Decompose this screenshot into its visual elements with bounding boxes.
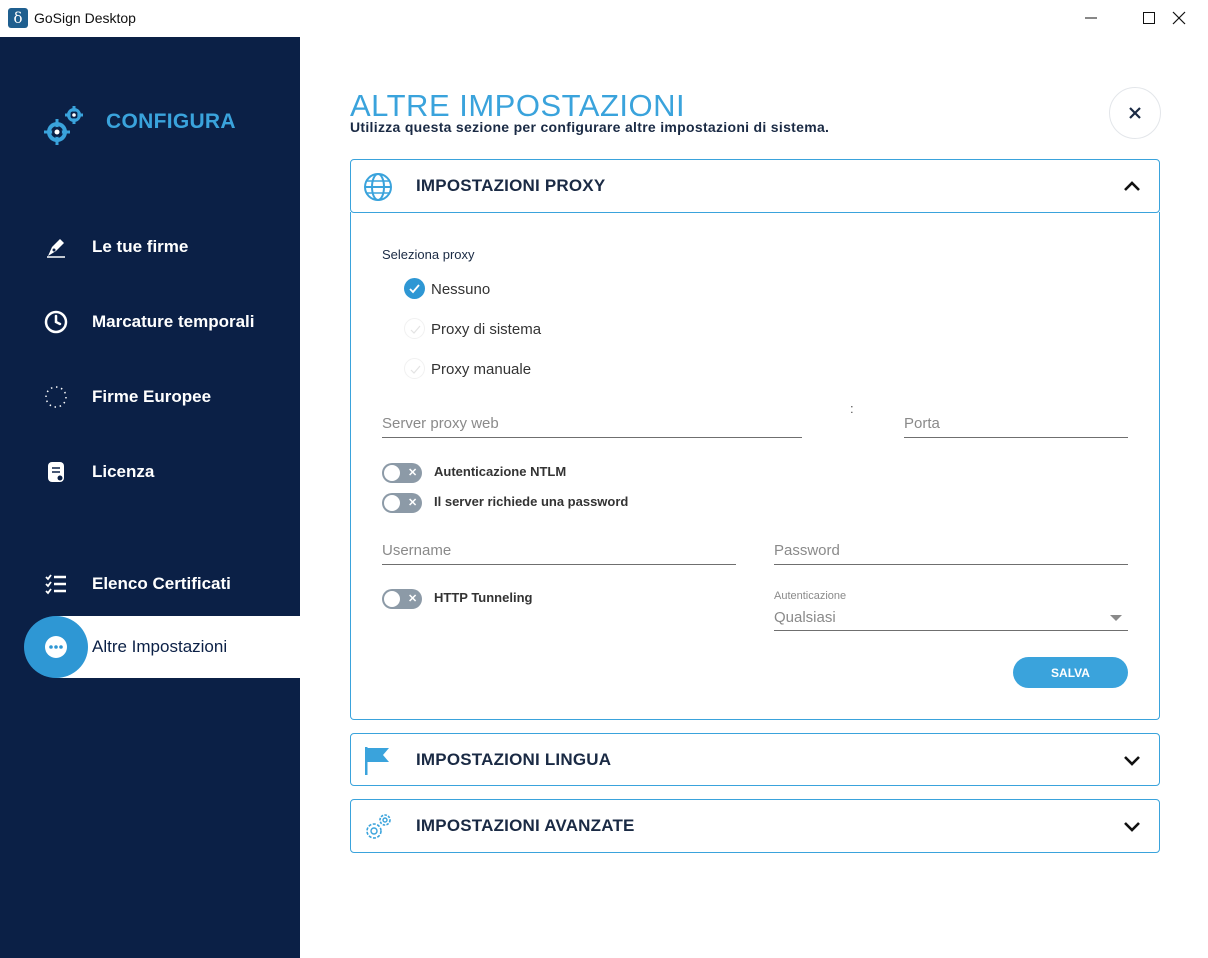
sidebar-item-label: Licenza [92,462,155,481]
gears-icon [40,103,86,149]
page-subtitle: Utilizza questa sezione per configurare altre impostazioni di sistema. [350,119,830,135]
globe-icon [363,172,393,202]
authentication-select[interactable] [774,606,1128,631]
more-icon [44,635,68,659]
check-icon [405,359,426,380]
title-bar [0,0,1208,37]
host-port-separator: : [850,401,854,416]
proxy-panel-title: IMPOSTAZIONI PROXY [416,176,606,195]
radio-proxy-manuale-label: Proxy manuale [431,361,532,378]
window-title: GoSign Desktop [34,10,136,26]
page-title: ALTRE IMPOSTAZIONI [350,88,686,123]
toggle-knob [384,591,400,607]
language-panel-header[interactable] [350,733,1160,786]
save-button[interactable]: SALVA [1013,657,1128,688]
flag-icon [363,746,393,776]
dropdown-arrow-icon [1110,615,1122,621]
advanced-panel-title: IMPOSTAZIONI AVANZATE [416,816,635,835]
window-close-button[interactable] [1150,0,1208,37]
sidebar-item-firme-europee[interactable] [0,366,300,428]
select-proxy-label: Seleziona proxy [382,247,475,262]
username-field[interactable] [382,537,736,565]
minimize-button[interactable] [1062,0,1120,37]
server-proxy-field[interactable] [382,410,802,438]
port-input[interactable] [904,410,1128,436]
sidebar-item-le-tue-firme[interactable] [0,216,300,278]
advanced-panel-header[interactable] [350,799,1160,853]
server-proxy-input[interactable] [382,410,802,436]
http-tunneling-toggle[interactable] [382,589,422,609]
radio-nessuno-label: Nessuno [431,281,491,298]
license-icon [44,460,68,484]
password-input[interactable] [774,537,1128,563]
sidebar-brand-title: CONFIGURA [106,110,236,133]
minimize-icon [1084,11,1098,25]
proxy-panel-header[interactable] [350,159,1160,213]
clock-icon [44,310,68,334]
active-item-indicator [24,616,88,678]
sidebar-item-marcature-temporali[interactable] [0,291,300,353]
username-input[interactable] [382,537,736,563]
sidebar-item-elenco-certificati[interactable] [0,553,300,615]
http-tunneling-toggle-label: HTTP Tunneling [434,590,533,605]
check-icon [405,319,426,340]
radio-proxy-di-sistema-label: Proxy di sistema [431,321,542,338]
close-icon [1129,107,1141,119]
sidebar-item-label: Firme Europee [92,387,212,406]
chevron-up-icon [1123,180,1141,192]
window-close-icon [1172,11,1186,25]
sidebar-item-label: Marcature temporali [92,312,255,331]
authentication-label: Autenticazione [774,590,847,602]
check-icon [404,278,425,299]
gears-outline-icon [363,812,393,842]
chevron-down-icon [1123,754,1141,766]
eu-stars-icon [44,385,68,409]
toggle-off-icon: ✕ [408,467,418,479]
password-required-toggle-label: Il server richiede una password [434,494,629,509]
close-settings-button[interactable] [1109,87,1161,139]
chevron-down-icon [1123,820,1141,832]
list-check-icon [44,572,68,596]
radio-nessuno[interactable] [404,278,425,299]
toggle-knob [384,495,400,511]
radio-proxy-manuale[interactable] [404,358,425,379]
password-field[interactable] [774,537,1128,565]
sidebar-item-label: Elenco Certificati [92,574,231,593]
sidebar-item-altre-impostazioni[interactable] [56,616,300,678]
app-logo-icon: δ [8,8,28,28]
pen-icon [44,235,68,259]
toggle-off-icon: ✕ [408,497,418,509]
radio-proxy-di-sistema[interactable] [404,318,425,339]
ntlm-toggle[interactable] [382,463,422,483]
port-field[interactable] [904,410,1128,438]
sidebar-item-licenza[interactable] [0,441,300,503]
toggle-knob [384,465,400,481]
ntlm-toggle-label: Autenticazione NTLM [434,464,567,479]
sidebar-item-label: Altre Impostazioni [92,637,228,656]
sidebar-item-label: Le tue firme [92,237,189,256]
toggle-off-icon: ✕ [408,593,418,605]
authentication-selected-value: Qualsiasi [774,609,836,626]
password-required-toggle[interactable] [382,493,422,513]
language-panel-title: IMPOSTAZIONI LINGUA [416,750,612,769]
